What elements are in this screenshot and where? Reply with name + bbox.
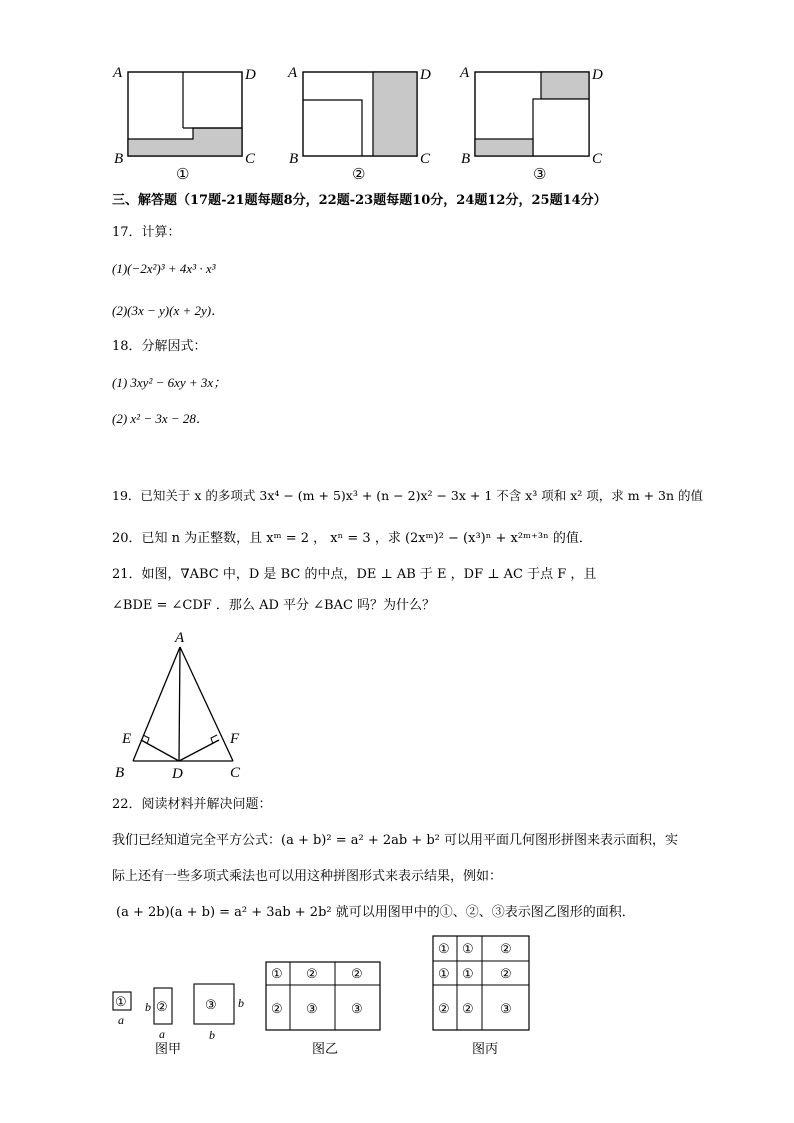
svg-text:③: ③ [500,1001,512,1016]
svg-text:b: b [238,996,244,1010]
tri-label-E: E [122,731,132,747]
fig-jia-caption: 图甲 [155,1041,182,1056]
svg-text:a: a [118,1013,124,1027]
svg-text:③: ③ [205,997,217,1012]
tri-label-A: A [175,630,185,646]
svg-text:②: ② [351,966,363,981]
svg-text:②: ② [271,1001,283,1016]
fig1-label-A: A [113,65,123,81]
q19-text: 19．已知关于 x 的多项式 3x⁴ − (m + 5)x³ + (n − 2)x² − 3x + 1 不含 x³ 项和 x² 项，求 m + 3n 的值 [112,488,704,503]
fig-bing-caption: 图丙 [472,1041,499,1056]
svg-text:②: ② [306,966,318,981]
svg-text:②: ② [438,1001,450,1016]
q22-text2: 际上还有一些多项式乘法也可以用这种拼图形式来表示结果，例如： [112,869,503,884]
svg-text:b: b [209,1028,215,1042]
figure-2 [287,65,431,183]
figure-yi [266,962,380,1056]
tri-label-F: F [230,731,240,747]
svg-text:②: ② [500,966,512,981]
tri-label-D: D [172,766,183,782]
svg-text:a: a [159,1027,165,1041]
q18-part1: (1) 3xy² − 6xy + 3x； [112,375,227,390]
q18-part2: (2) x² − 3x − 28． [112,411,209,426]
fig2-caption: ② [352,167,366,183]
fig3-label-B: B [461,151,471,167]
tri-label-B: B [115,765,125,781]
fig3-label-D: D [592,67,603,83]
q18-title: 18．分解因式： [112,339,207,354]
fig2-label-C: C [420,151,431,167]
q22-text3: (a + 2b)(a + b) = a² + 3ab + 2b² 就可以用图甲中的①、②、③表示图乙图形的面积． [116,905,635,920]
q20-text: 20．已知 n 为正整数，且 xᵐ = 2 ， xⁿ = 3 ，求 (2xᵐ)² − (x³)ⁿ + x²ᵐ⁺³ⁿ 的值． [112,531,592,546]
q21-triangle-figure [105,625,265,785]
figure-jia [113,984,244,1056]
fig3-label-A: A [460,65,470,81]
top-figures [0,55,794,185]
figure-bing [433,936,529,1056]
fig3-caption: ③ [533,167,547,183]
q22-figures [100,930,550,1060]
svg-text:①: ① [115,994,127,1009]
svg-text:②: ② [462,1001,474,1016]
svg-text:③: ③ [351,1001,363,1016]
q17-title: 17．计算： [112,225,181,240]
fig3-label-C: C [592,151,603,167]
svg-text:b: b [145,1000,151,1014]
fig2-label-B: B [289,151,299,167]
svg-text:②: ② [156,999,168,1014]
svg-text:①: ① [438,966,450,981]
svg-text:①: ① [462,966,474,981]
svg-text:③: ③ [306,1001,318,1016]
fig2-label-D: D [420,67,431,83]
q21-line1: 21．如图，∇ABC 中，D 是 BC 的中点，DE ⊥ AB 于 E ，DF ⊥ AC 于点 F ，且 [112,567,597,582]
q22-title: 22．阅读材料并解决问题： [112,797,272,812]
fig-yi-caption: 图乙 [312,1041,339,1056]
q22-text1: 我们已经知道完全平方公式：(a + b)² = a² + 2ab + b² 可以用平面几何图形拼图来表示面积，实 [112,833,679,848]
tri-label-C: C [230,765,241,781]
fig1-label-C: C [245,151,256,167]
section-title: 三、解答题（17题-21题每题8分，22题-23题每题10分，24题12分，25题14分） [112,193,607,208]
svg-text:①: ① [271,966,283,981]
fig1-label-B: B [114,151,124,167]
q21-line2: ∠BDE = ∠CDF ．那么 AD 平分 ∠BAC 吗？为什么？ [112,598,436,613]
svg-text:①: ① [438,941,450,956]
svg-text:②: ② [500,941,512,956]
fig2-label-A: A [288,65,298,81]
fig1-caption: ① [176,167,190,183]
fig1-label-D: D [245,67,256,83]
q17-part1: (1)(−2x²)³ + 4x³ · x³ [112,261,216,276]
figure-3 [459,65,603,183]
q17-part2: (2)(3x − y)(x + 2y)． [112,303,225,318]
svg-text:①: ① [462,941,474,956]
figure-1 [112,65,256,183]
